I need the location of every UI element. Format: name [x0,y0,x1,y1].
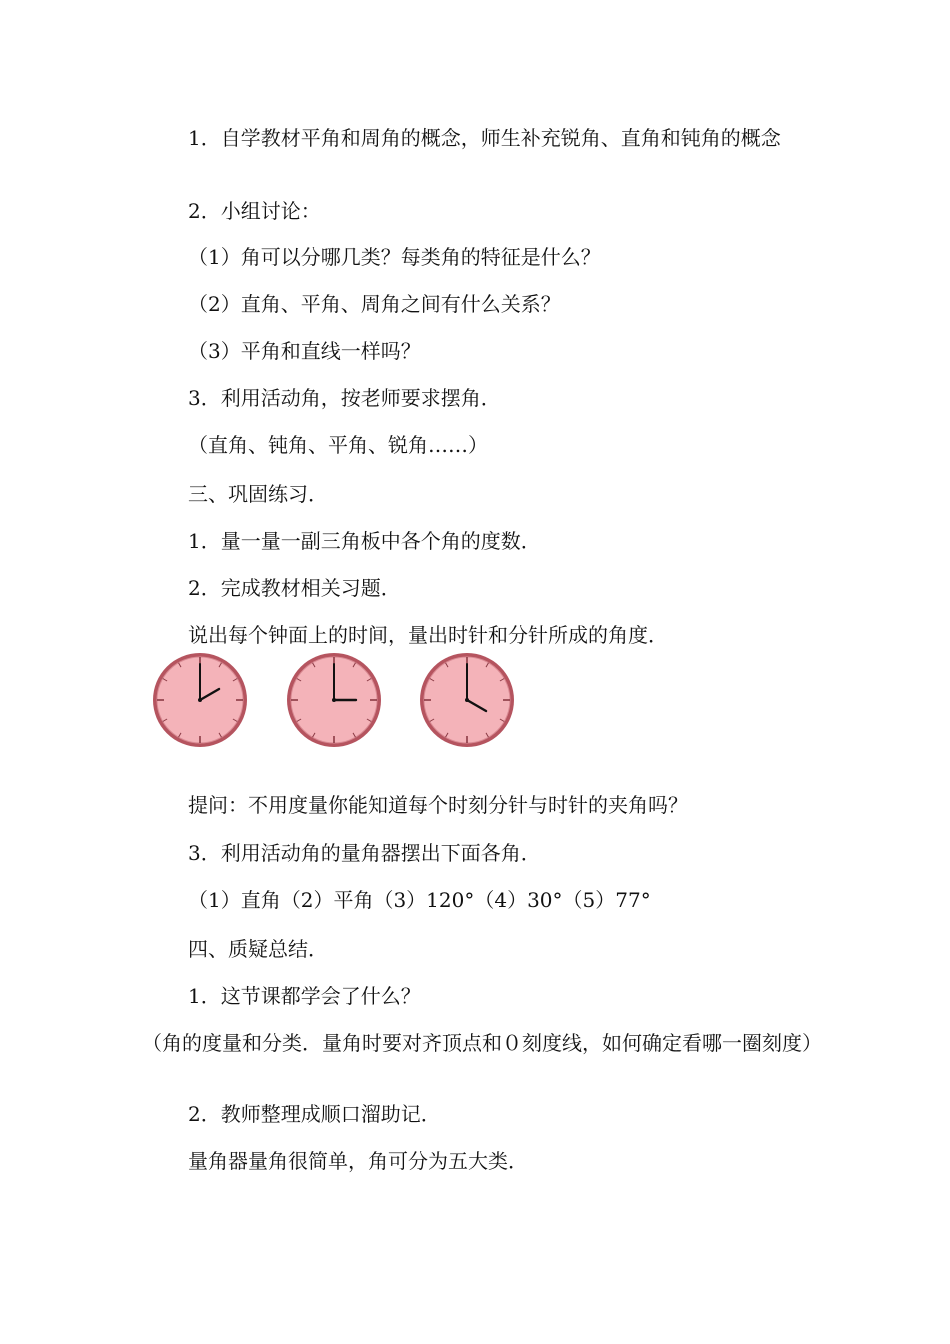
clock-face-icon [417,650,517,750]
paragraph-3: （1）角可以分哪几类？每类角的特征是什么？ [188,245,601,269]
paragraph-5: （3）平角和直线一样吗？ [188,339,421,363]
paragraph-12: 提问：不用度量你能知道每个时刻分针与时针的夹角吗？ [188,793,688,817]
paragraph-11: 说出每个钟面上的时间，量出时针和分针所成的角度． [188,623,668,647]
clock-face-icon [284,650,384,750]
paragraph-10: 2．完成教材相关习题． [188,576,401,600]
paragraph-2: 2．小组讨论： [188,199,321,223]
clock-four [417,650,517,750]
paragraph-19: 量角器量角很简单，角可分为五大类． [188,1149,528,1173]
paragraph-8: 三、巩固练习． [188,482,328,506]
paragraph-1: 1．自学教材平角和周角的概念，师生补充锐角、直角和钝角的概念 [188,126,781,150]
paragraph-16: 1．这节课都学会了什么？ [188,984,421,1008]
paragraph-15: 四、质疑总结． [188,937,328,961]
clock-three [284,650,384,750]
clock-center [332,698,336,702]
clock-center [198,698,202,702]
paragraph-17: （角的度量和分类．量角时要对齐顶点和０刻度线，如何确定看哪一圈刻度） [142,1031,822,1055]
paragraph-9: 1．量一量一副三角板中各个角的度数． [188,529,541,553]
paragraph-4: （2）直角、平角、周角之间有什么关系？ [188,292,561,316]
clock-two [150,650,250,750]
paragraph-18: 2．教师整理成顺口溜助记． [188,1102,441,1126]
paragraph-14: （1）直角（2）平角（3）120°（4）30°（5）77° [188,888,651,912]
paragraph-13: 3．利用活动角的量角器摆出下面各角． [188,841,541,865]
clock-face-icon [150,650,250,750]
paragraph-7: （直角、钝角、平角、锐角……） [188,433,488,457]
clock-center [465,698,469,702]
paragraph-6: 3．利用活动角，按老师要求摆角． [188,386,501,410]
